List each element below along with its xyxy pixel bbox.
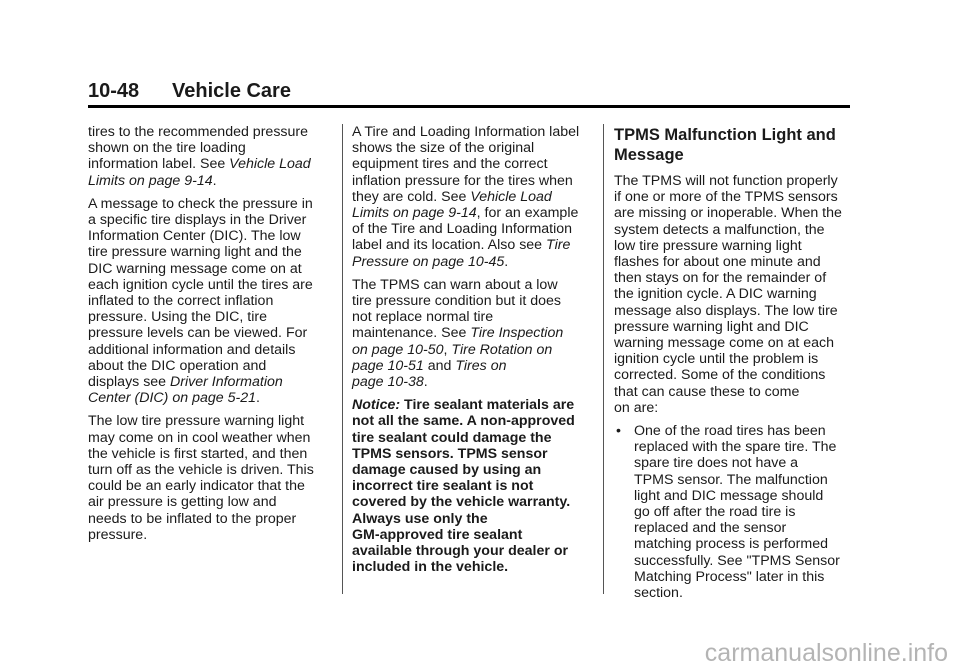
- notice-block: Notice: Tire sealant materials are not all the same. A non-approved tire sealant could damage the TPMS sensors. TPMS sensor damage caused by using an incorrect tire sealant is not covered by the vehicle warranty. Always use only the GM-approved tire sealant available through your dealer or included in the vehicle.: [352, 397, 575, 576]
- cross-reference-link[interactable]: Vehicle Load: [229, 156, 311, 173]
- column-2: [352, 124, 592, 582]
- paragraph: The TPMS can warn about a low tire pressure condition but it does not replace normal tire maintenance. See Tire Inspection on page 10-50, Tire Rotation on page 10-51 and Tires on page 10-38.: [352, 276, 564, 391]
- column-3: [614, 124, 854, 601]
- page-number: 10-48: [88, 80, 140, 102]
- cross-reference-link[interactable]: Vehicle Load: [470, 188, 552, 205]
- paragraph: A Tire and Loading Information label shows the size of the original equipment tires and the correct inflation pressure for the tires when they are cold. See Vehicle Load Limits on page 9-14, for an example of the Tire and Loading Information label and its location. Also see Tire Pressure on page 10-45.: [352, 124, 580, 270]
- cross-reference-link[interactable]: Tire Inspection: [470, 325, 564, 342]
- cross-reference-link[interactable]: Pressure on page 10-45: [352, 253, 505, 270]
- cross-reference-link[interactable]: Driver Information: [170, 374, 283, 391]
- list-item: • One of the road tires has been replaced with the spare tire. The spare tire does not have a TPMS sensor. The malfunction light and DIC message should go off after the road tire is replaced and the sensor matching process is performed successfully. See "TPMS Sensor Matching Process" later in this section.: [616, 423, 840, 602]
- page-header: [88, 80, 850, 106]
- paragraph: tires to the recommended pressure shown on the tire loading information label. See Vehicle Load Limits on page 9-14.: [88, 124, 311, 189]
- header-rule: [88, 105, 850, 108]
- cross-reference-link[interactable]: on page 10-50: [352, 341, 444, 358]
- notice-label: Notice:: [352, 397, 401, 414]
- column-1: [88, 124, 333, 550]
- section-heading: TPMS Malfunction Light and Message: [614, 126, 836, 164]
- cross-reference-link[interactable]: page 10-51: [352, 357, 424, 374]
- paragraph: A message to check the pressure in a specific tire displays in the Driver Information Center (DIC). The low tire pressure warning light and the DIC warning message come on at each ignition cycle until the tires are inflated to the correct inflation pressure. Using the DIC, tire pressure levels can be viewed. For additional information and details about the DIC operation and displays see Driver Information Center (DIC) on page 5-21.: [88, 195, 313, 407]
- section-title: Vehicle Care: [172, 80, 291, 102]
- column-divider: [603, 124, 604, 594]
- cross-reference-link[interactable]: Tire: [546, 237, 571, 254]
- cross-reference-link[interactable]: Limits on page 9-14: [352, 205, 477, 222]
- watermark: carmanualsonline.info: [704, 639, 948, 667]
- bullet-icon: •: [616, 423, 621, 440]
- cross-reference-link[interactable]: Tire Rotation on: [451, 341, 553, 358]
- cross-reference-link[interactable]: Limits on page 9-14: [88, 172, 213, 189]
- paragraph: The low tire pressure warning light may come on in cool weather when the vehicle is first started, and then turn off as the vehicle is driven. This could be an early indicator that the air pressure is getting low and needs to be inflated to the proper pressure.: [88, 413, 314, 543]
- paragraph: The TPMS will not function properly if one or more of the TPMS sensors are missing or inoperable. When the system detects a malfunction, the low tire pressure warning light flashes for about one minute and then stays on for the remainder of the ignition cycle. A DIC warning message also displays. The low tire pressure warning light and DIC warning message come on at each ignition cycle until the problem is corrected. Some of the conditions that can cause these to come on are:: [614, 173, 842, 416]
- column-divider: [342, 124, 343, 594]
- cross-reference-link[interactable]: Center (DIC) on page 5-21: [88, 390, 256, 407]
- cross-reference-link[interactable]: Tires on: [455, 357, 507, 374]
- cross-reference-link[interactable]: page 10-38: [352, 374, 424, 391]
